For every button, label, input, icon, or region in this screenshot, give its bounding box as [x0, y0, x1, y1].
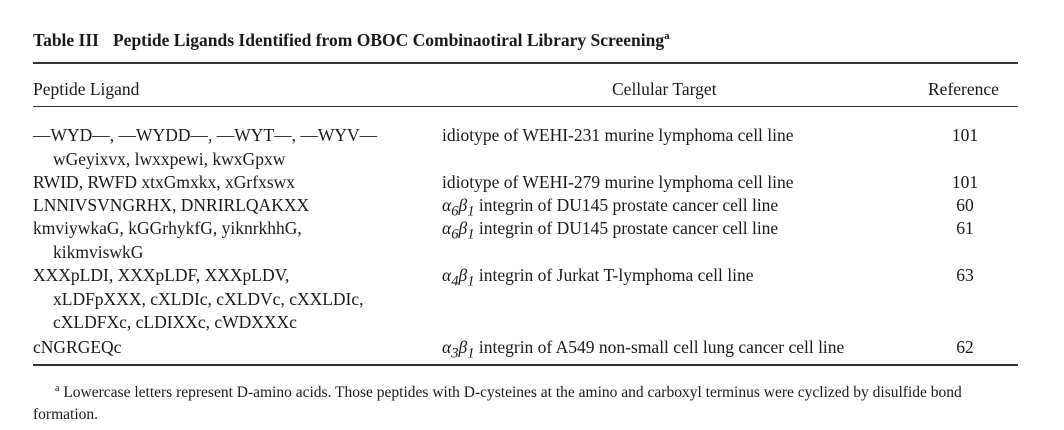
target-text: integrin of Jurkat T-lymphoma cell line: [478, 265, 754, 285]
bottom-rule: [33, 364, 1018, 366]
column-header-reference: Reference: [928, 79, 999, 99]
ligand-line: wGeyixvx, lwxxpewi, kwxGpxw: [53, 148, 286, 169]
integrin-symbol: $\alpha_6\beta_1$: [442, 218, 475, 243]
target-text: integrin of DU145 prostate cancer cell line: [478, 195, 779, 215]
table-label: Table III: [33, 30, 99, 50]
footnote-text: Lowercase letters represent D-amino acids. Those peptides with D-cysteines at the amino and carboxyl terminus were cyclized by disulfide bond formation.: [33, 384, 962, 423]
ligand-line: kmviywkaG, kGGrhykfG, yiknrkhhG,: [33, 218, 302, 238]
ligand-line: cNGRGEQc: [33, 337, 122, 357]
table-title: Peptide Ligands Identified from OBOC Combinaotiral Library Screening: [112, 30, 665, 50]
reference-cell: 63: [956, 265, 974, 285]
footnote-mark: a: [55, 383, 60, 394]
reference-cell: 101: [951, 125, 979, 145]
target-text: integrin of DU145 prostate cancer cell line: [478, 218, 779, 238]
top-rule: [33, 62, 1018, 64]
table-footnote: [33, 378, 1018, 425]
reference-cell: 62: [956, 337, 974, 357]
peptide-ligand-cell: [33, 264, 433, 335]
reference-cell: 101: [951, 172, 979, 192]
cellular-target-cell: [442, 217, 778, 247]
peptide-ligand-cell: [33, 194, 433, 218]
header-rule: [33, 106, 1018, 107]
ligand-line: XXXpLDI, XXXpLDF, XXXpLDV,: [33, 265, 290, 285]
target-text: integrin of A549 non-small cell lung cancer cell line: [478, 337, 845, 357]
ligand-line: —WYD—, —WYDD—, —WYT—, —WYV—: [33, 125, 378, 145]
ligand-line: RWID, RWFD xtxGmxkx, xGrfxswx: [33, 172, 296, 192]
column-header-peptide-ligand: Peptide Ligand: [33, 79, 140, 99]
ligand-line: xLDFpXXX, cXLDIc, cXLDVc, cXXLDIc,: [53, 288, 364, 309]
integrin-symbol: $\alpha_3\beta_1$: [442, 337, 475, 362]
integrin-symbol: $\alpha_6\beta_1$: [442, 195, 475, 220]
ligand-line: LNNIVSVNGRHX, DNRIRLQAKXX: [33, 195, 310, 215]
cellular-target-cell: [442, 336, 844, 366]
peptide-ligand-cell: [33, 124, 433, 171]
integrin-symbol: $\alpha_4\beta_1$: [442, 265, 475, 290]
peptide-ligand-cell: [33, 336, 433, 360]
reference-cell: 61: [956, 218, 974, 238]
peptide-ligand-cell: [33, 217, 433, 264]
column-header-cellular-target: Cellular Target: [612, 79, 717, 99]
cellular-target-cell: idiotype of WEHI-231 murine lymphoma cell line: [442, 125, 794, 145]
reference-cell: 60: [956, 195, 974, 215]
ligand-line: cXLDFXc, cLDIXXc, cWDXXXc: [53, 312, 297, 332]
peptide-ligand-cell: [33, 171, 433, 195]
table-caption: [33, 30, 670, 51]
ligand-line: kikmviswkG: [53, 241, 144, 262]
cellular-target-cell: idiotype of WEHI-279 murine lymphoma cell line: [442, 172, 794, 192]
cellular-target-cell: [442, 264, 753, 294]
title-footnote-mark: a: [664, 30, 670, 43]
